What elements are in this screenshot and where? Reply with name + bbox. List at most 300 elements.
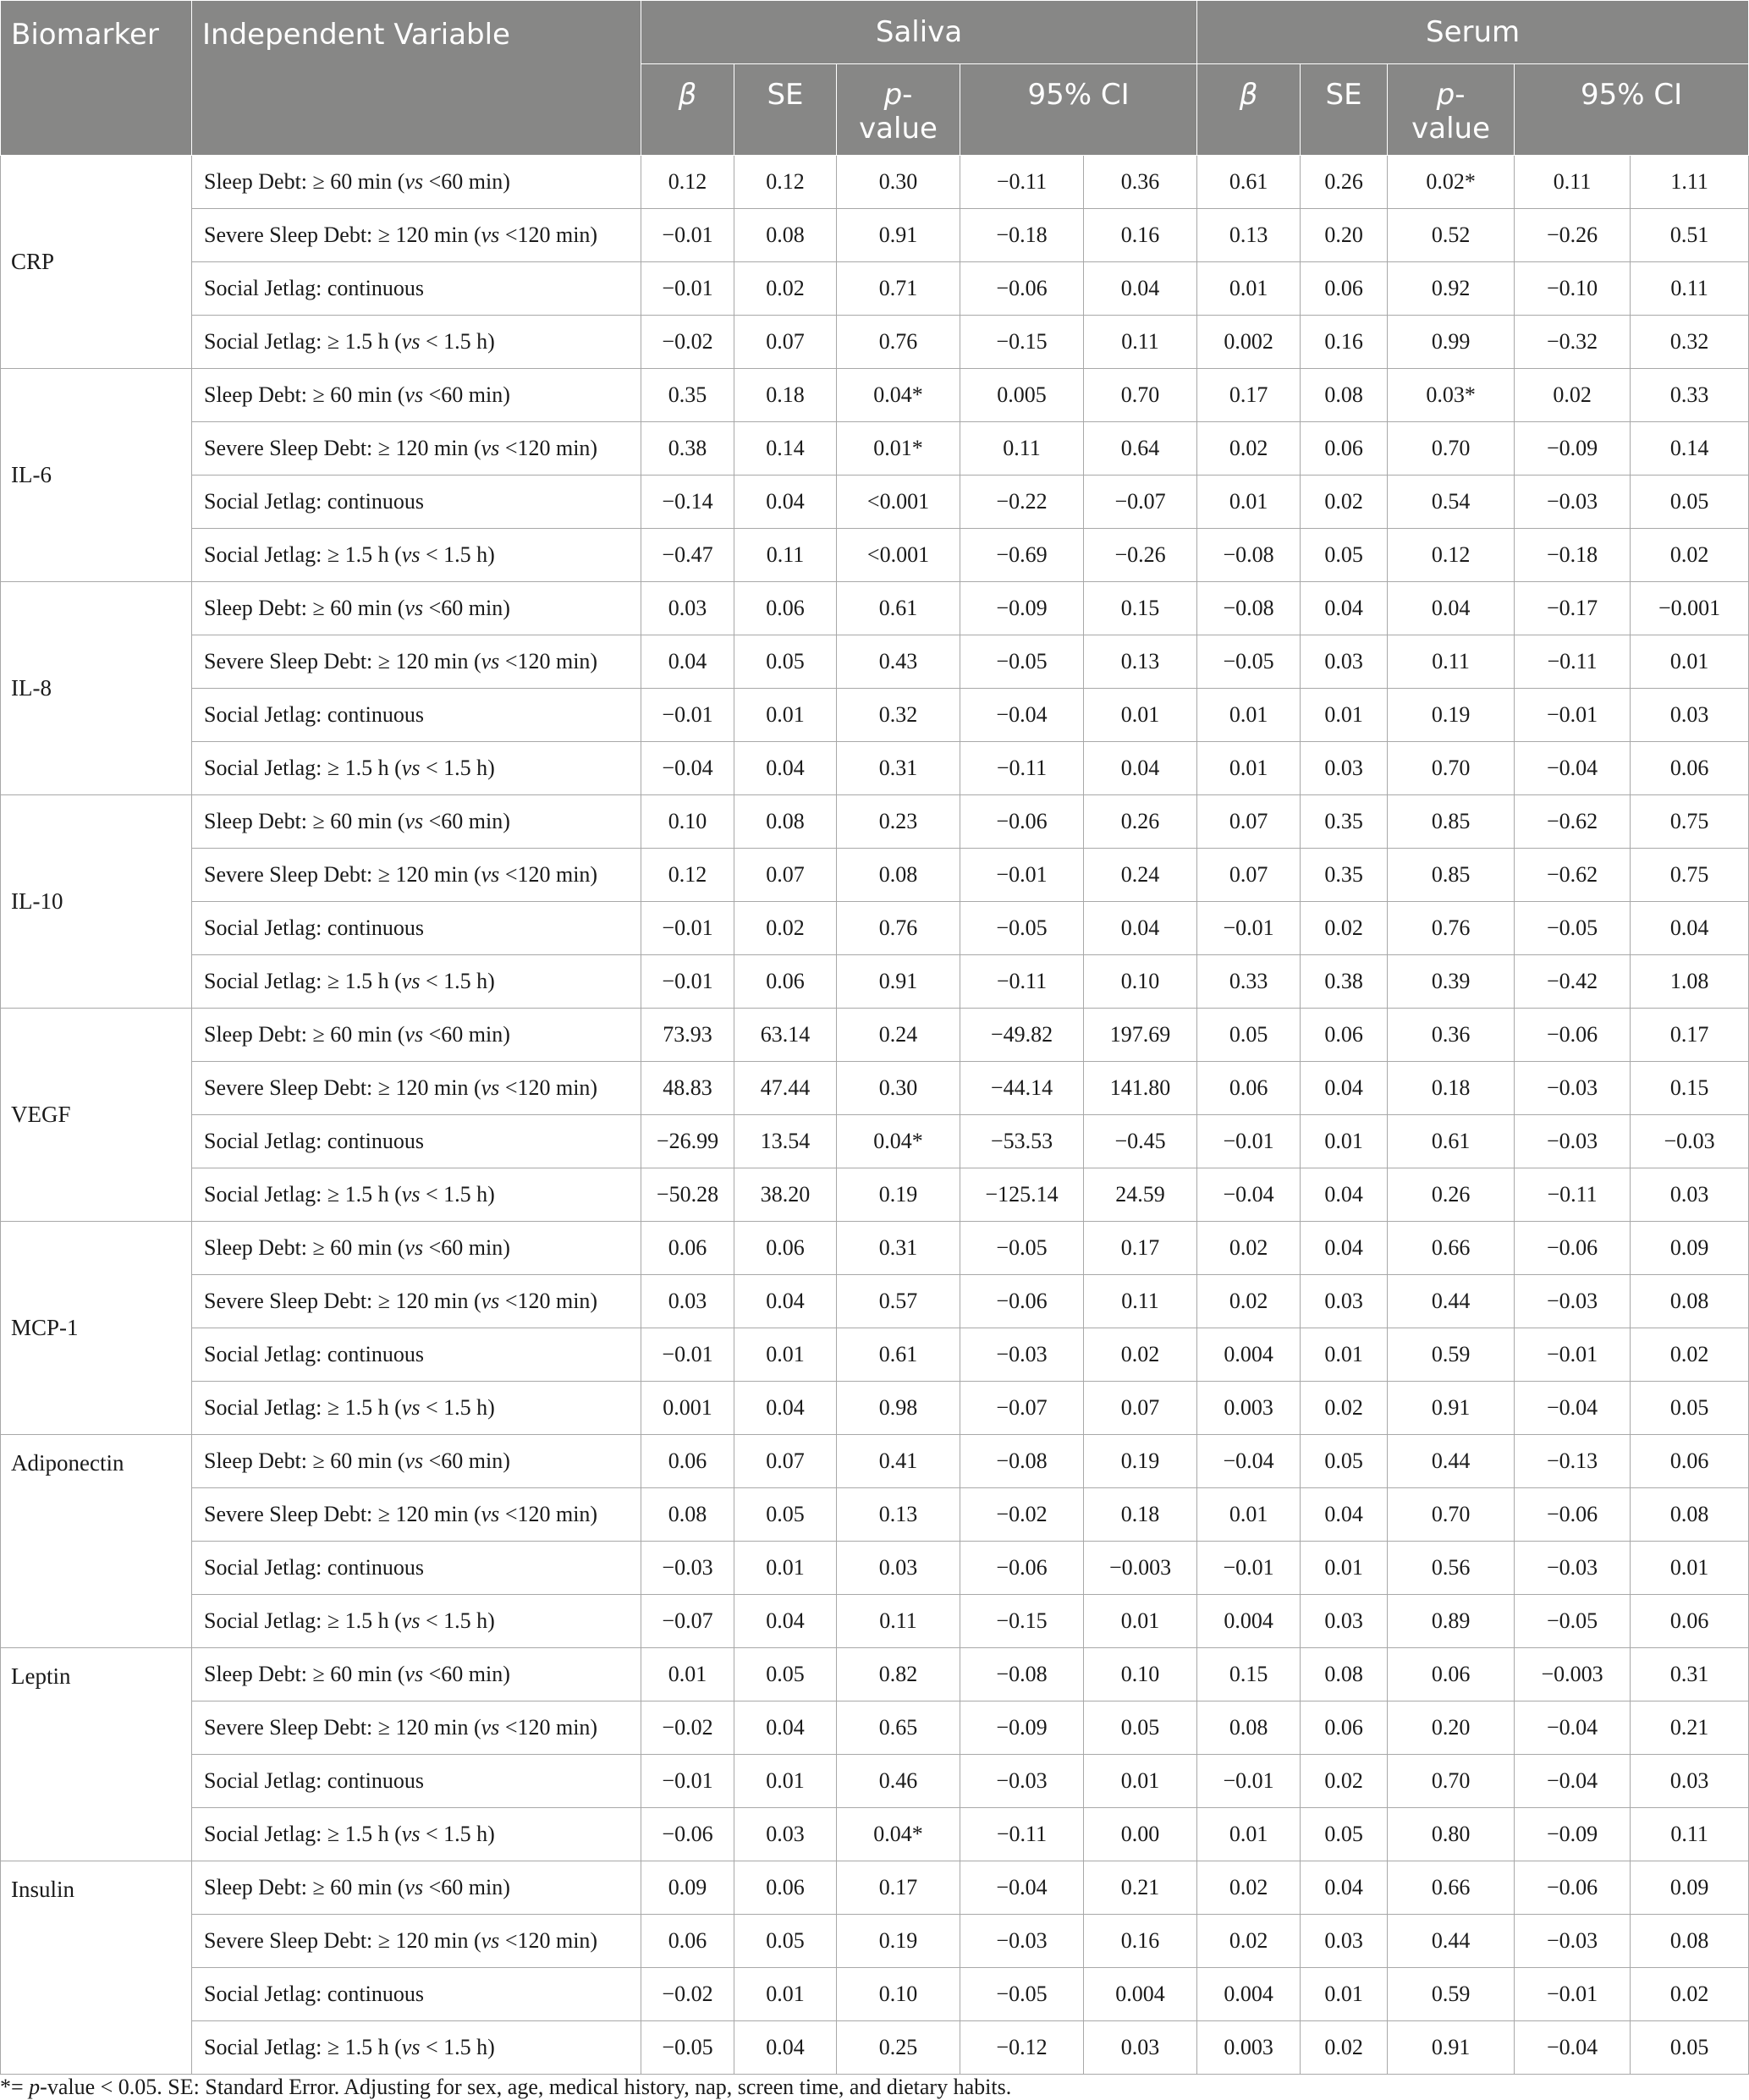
variable-label: Sleep Debt: ≥ 60 min ( bbox=[204, 382, 405, 407]
serum-se-cell: 0.04 bbox=[1301, 1488, 1388, 1542]
saliva-p-value-cell: 0.11 bbox=[837, 1595, 960, 1648]
saliva-beta-cell: −0.05 bbox=[641, 2021, 734, 2075]
saliva-ci-lower-cell: −0.05 bbox=[960, 635, 1084, 689]
variable-label: Sleep Debt: ≥ 60 min ( bbox=[204, 169, 405, 194]
serum-ci-lower-cell: −0.32 bbox=[1515, 316, 1631, 369]
serum-ci-lower-cell: −0.01 bbox=[1515, 1328, 1631, 1382]
serum-beta-cell: 0.01 bbox=[1197, 1808, 1301, 1861]
saliva-beta-cell: 0.38 bbox=[641, 422, 734, 476]
serum-ci-lower-cell: −0.03 bbox=[1515, 476, 1631, 529]
col-header-saliva-se: SE bbox=[734, 64, 837, 156]
variable-label: Severe Sleep Debt: ≥ 120 min ( bbox=[204, 436, 481, 460]
saliva-beta-cell: 0.12 bbox=[641, 849, 734, 902]
serum-ci-upper-cell: 0.06 bbox=[1631, 742, 1749, 795]
serum-p-value-cell: 0.54 bbox=[1388, 476, 1515, 529]
saliva-ci-lower-cell: −0.12 bbox=[960, 2021, 1084, 2075]
independent-variable-cell bbox=[192, 955, 641, 1009]
variable-reference: <60 min) bbox=[423, 596, 510, 620]
table-row bbox=[1, 1595, 1749, 1648]
serum-se-cell: 0.16 bbox=[1301, 316, 1388, 369]
saliva-ci-upper-cell: 0.24 bbox=[1084, 849, 1197, 902]
saliva-ci-lower-cell: −0.11 bbox=[960, 1808, 1084, 1861]
saliva-ci-lower-cell: −0.06 bbox=[960, 1542, 1084, 1595]
saliva-ci-lower-cell: −0.06 bbox=[960, 1275, 1084, 1328]
saliva-se-cell: 0.05 bbox=[734, 635, 837, 689]
table-row bbox=[1, 1328, 1749, 1382]
saliva-se-cell: 0.06 bbox=[734, 582, 837, 635]
serum-p-value-cell: 0.20 bbox=[1388, 1701, 1515, 1755]
saliva-ci-lower-cell: −0.11 bbox=[960, 156, 1084, 209]
variable-label: Severe Sleep Debt: ≥ 120 min ( bbox=[204, 1928, 481, 1953]
variable-label: Sleep Debt: ≥ 60 min ( bbox=[204, 596, 405, 620]
saliva-p-value-cell: 0.10 bbox=[837, 1968, 960, 2021]
col-header-biomarker: Biomarker bbox=[1, 1, 192, 156]
biomarker-cell: IL-8 bbox=[1, 582, 192, 795]
variable-label: Social Jetlag: ≥ 1.5 h ( bbox=[204, 2035, 402, 2059]
table-footnote bbox=[0, 2075, 1011, 2100]
variable-label: Severe Sleep Debt: ≥ 120 min ( bbox=[204, 649, 481, 673]
col-header-serum-ci: 95% CI bbox=[1515, 64, 1749, 156]
variable-vs: vs bbox=[404, 1235, 424, 1260]
saliva-se-cell: 0.04 bbox=[734, 1595, 837, 1648]
variable-vs: vs bbox=[404, 809, 424, 833]
variable-reference: < 1.5 h) bbox=[420, 1822, 495, 1846]
variable-reference: <120 min) bbox=[499, 649, 598, 673]
serum-beta-cell: −0.05 bbox=[1197, 635, 1301, 689]
serum-se-cell: 0.03 bbox=[1301, 635, 1388, 689]
col-group-serum: Serum bbox=[1197, 1, 1749, 64]
serum-p-value-cell: 0.85 bbox=[1388, 795, 1515, 849]
serum-beta-cell: −0.01 bbox=[1197, 1542, 1301, 1595]
saliva-ci-upper-cell: 0.03 bbox=[1084, 2021, 1197, 2075]
col-header-serum-se: SE bbox=[1301, 64, 1388, 156]
saliva-ci-upper-cell: 24.59 bbox=[1084, 1168, 1197, 1222]
serum-ci-upper-cell: 1.11 bbox=[1631, 156, 1749, 209]
saliva-ci-lower-cell: −0.15 bbox=[960, 1595, 1084, 1648]
serum-beta-cell: −0.01 bbox=[1197, 1755, 1301, 1808]
variable-label: Sleep Debt: ≥ 60 min ( bbox=[204, 1662, 405, 1686]
saliva-ci-upper-cell: 0.16 bbox=[1084, 1915, 1197, 1968]
serum-beta-cell: 0.15 bbox=[1197, 1648, 1301, 1701]
saliva-ci-lower-cell: −0.05 bbox=[960, 1968, 1084, 2021]
table-row bbox=[1, 1648, 1749, 1701]
saliva-beta-cell: 0.04 bbox=[641, 635, 734, 689]
serum-ci-lower-cell: −0.06 bbox=[1515, 1222, 1631, 1275]
saliva-beta-cell: −0.47 bbox=[641, 529, 734, 582]
serum-se-cell: 0.06 bbox=[1301, 262, 1388, 316]
table-row bbox=[1, 1808, 1749, 1861]
variable-vs: vs bbox=[481, 1075, 500, 1100]
variable-vs: vs bbox=[481, 862, 500, 887]
saliva-p-value-cell: 0.04* bbox=[837, 369, 960, 422]
saliva-p-value-cell: 0.57 bbox=[837, 1275, 960, 1328]
table-row bbox=[1, 582, 1749, 635]
independent-variable-cell bbox=[192, 262, 641, 316]
saliva-beta-cell: −0.01 bbox=[641, 902, 734, 955]
serum-ci-upper-cell: −0.001 bbox=[1631, 582, 1749, 635]
saliva-beta-cell: 0.09 bbox=[641, 1861, 734, 1915]
serum-se-cell: 0.35 bbox=[1301, 795, 1388, 849]
p-value-word: value bbox=[859, 112, 938, 146]
variable-vs: vs bbox=[401, 329, 421, 354]
saliva-beta-cell: −0.14 bbox=[641, 476, 734, 529]
serum-ci-lower-cell: −0.04 bbox=[1515, 2021, 1631, 2075]
saliva-p-value-cell: 0.71 bbox=[837, 262, 960, 316]
saliva-ci-upper-cell: 0.15 bbox=[1084, 582, 1197, 635]
independent-variable-cell bbox=[192, 1648, 641, 1701]
variable-reference: < 1.5 h) bbox=[420, 1608, 495, 1633]
saliva-ci-upper-cell: 0.04 bbox=[1084, 742, 1197, 795]
serum-ci-lower-cell: −0.03 bbox=[1515, 1275, 1631, 1328]
serum-beta-cell: 0.07 bbox=[1197, 795, 1301, 849]
saliva-ci-lower-cell: −0.08 bbox=[960, 1648, 1084, 1701]
table-row bbox=[1, 1435, 1749, 1488]
table-row bbox=[1, 2021, 1749, 2075]
saliva-beta-cell: −0.01 bbox=[641, 262, 734, 316]
variable-vs: vs bbox=[401, 1395, 421, 1420]
saliva-beta-cell: 0.10 bbox=[641, 795, 734, 849]
saliva-se-cell: 0.08 bbox=[734, 795, 837, 849]
independent-variable-cell bbox=[192, 1915, 641, 1968]
saliva-p-value-cell: 0.76 bbox=[837, 902, 960, 955]
serum-beta-cell: 0.01 bbox=[1197, 689, 1301, 742]
saliva-p-value-cell: 0.31 bbox=[837, 742, 960, 795]
saliva-p-value-cell: 0.19 bbox=[837, 1168, 960, 1222]
independent-variable-cell bbox=[192, 1808, 641, 1861]
variable-label: Social Jetlag: ≥ 1.5 h ( bbox=[204, 1608, 402, 1633]
variable-vs: vs bbox=[401, 1608, 421, 1633]
saliva-ci-upper-cell: 0.36 bbox=[1084, 156, 1197, 209]
variable-vs: vs bbox=[404, 169, 424, 194]
saliva-ci-lower-cell: −0.05 bbox=[960, 902, 1084, 955]
serum-ci-lower-cell: −0.04 bbox=[1515, 1755, 1631, 1808]
saliva-se-cell: 0.07 bbox=[734, 316, 837, 369]
saliva-se-cell: 0.02 bbox=[734, 902, 837, 955]
saliva-ci-lower-cell: −0.11 bbox=[960, 955, 1084, 1009]
serum-p-value-cell: 0.44 bbox=[1388, 1275, 1515, 1328]
col-header-independent-variable: Independent Variable bbox=[192, 1, 641, 156]
serum-ci-lower-cell: −0.05 bbox=[1515, 902, 1631, 955]
variable-vs: vs bbox=[481, 1928, 500, 1953]
saliva-se-cell: 0.04 bbox=[734, 1275, 837, 1328]
serum-beta-cell: −0.08 bbox=[1197, 529, 1301, 582]
independent-variable-cell bbox=[192, 1168, 641, 1222]
serum-se-cell: 0.01 bbox=[1301, 1542, 1388, 1595]
variable-reference: < 1.5 h) bbox=[420, 1395, 495, 1420]
variable-label: Social Jetlag: continuous bbox=[204, 276, 424, 300]
col-header-serum-beta bbox=[1197, 64, 1301, 156]
saliva-se-cell: 0.18 bbox=[734, 369, 837, 422]
serum-ci-lower-cell: −0.62 bbox=[1515, 849, 1631, 902]
serum-ci-upper-cell: 0.21 bbox=[1631, 1701, 1749, 1755]
serum-ci-upper-cell: 0.11 bbox=[1631, 1808, 1749, 1861]
table-body bbox=[1, 156, 1749, 2075]
saliva-se-cell: 0.01 bbox=[734, 1755, 837, 1808]
variable-reference: <120 min) bbox=[499, 1715, 598, 1740]
saliva-beta-cell: −0.01 bbox=[641, 955, 734, 1009]
saliva-se-cell: 0.14 bbox=[734, 422, 837, 476]
saliva-ci-upper-cell: 0.21 bbox=[1084, 1861, 1197, 1915]
variable-label: Severe Sleep Debt: ≥ 120 min ( bbox=[204, 1715, 481, 1740]
serum-se-cell: 0.05 bbox=[1301, 1435, 1388, 1488]
serum-se-cell: 0.05 bbox=[1301, 1808, 1388, 1861]
variable-label: Social Jetlag: continuous bbox=[204, 1982, 424, 2006]
saliva-beta-cell: −0.01 bbox=[641, 1328, 734, 1382]
saliva-ci-lower-cell: −0.02 bbox=[960, 1488, 1084, 1542]
saliva-se-cell: 0.06 bbox=[734, 955, 837, 1009]
variable-label: Severe Sleep Debt: ≥ 120 min ( bbox=[204, 1502, 481, 1526]
saliva-beta-cell: −0.01 bbox=[641, 209, 734, 262]
variable-reference: <60 min) bbox=[423, 1022, 510, 1047]
serum-se-cell: 0.35 bbox=[1301, 849, 1388, 902]
saliva-ci-upper-cell: 0.10 bbox=[1084, 1648, 1197, 1701]
independent-variable-cell bbox=[192, 635, 641, 689]
p-letter: p bbox=[1436, 78, 1455, 112]
saliva-ci-upper-cell: 0.26 bbox=[1084, 795, 1197, 849]
serum-ci-upper-cell: 0.02 bbox=[1631, 1328, 1749, 1382]
saliva-se-cell: 38.20 bbox=[734, 1168, 837, 1222]
saliva-p-value-cell: 0.31 bbox=[837, 1222, 960, 1275]
variable-reference: < 1.5 h) bbox=[420, 1182, 495, 1207]
saliva-beta-cell: 0.35 bbox=[641, 369, 734, 422]
independent-variable-cell bbox=[192, 316, 641, 369]
variable-label: Sleep Debt: ≥ 60 min ( bbox=[204, 809, 405, 833]
serum-ci-lower-cell: −0.03 bbox=[1515, 1115, 1631, 1168]
variable-label: Social Jetlag: ≥ 1.5 h ( bbox=[204, 969, 402, 993]
biomarker-cell: IL-6 bbox=[1, 369, 192, 582]
serum-se-cell: 0.03 bbox=[1301, 1915, 1388, 1968]
saliva-p-value-cell: 0.30 bbox=[837, 156, 960, 209]
variable-reference: <60 min) bbox=[423, 1235, 510, 1260]
saliva-ci-lower-cell: −0.06 bbox=[960, 795, 1084, 849]
table-row bbox=[1, 1168, 1749, 1222]
serum-ci-upper-cell: 0.11 bbox=[1631, 262, 1749, 316]
col-header-saliva-beta bbox=[641, 64, 734, 156]
saliva-ci-upper-cell: 0.00 bbox=[1084, 1808, 1197, 1861]
saliva-se-cell: 0.01 bbox=[734, 1542, 837, 1595]
serum-p-value-cell: 0.02* bbox=[1388, 156, 1515, 209]
saliva-se-cell: 0.07 bbox=[734, 849, 837, 902]
serum-ci-upper-cell: 0.06 bbox=[1631, 1595, 1749, 1648]
table-row bbox=[1, 1542, 1749, 1595]
serum-se-cell: 0.08 bbox=[1301, 1648, 1388, 1701]
variable-reference: <120 min) bbox=[499, 436, 598, 460]
saliva-ci-lower-cell: −0.04 bbox=[960, 1861, 1084, 1915]
saliva-p-value-cell: 0.98 bbox=[837, 1382, 960, 1435]
serum-beta-cell: 0.02 bbox=[1197, 1222, 1301, 1275]
saliva-se-cell: 0.04 bbox=[734, 1701, 837, 1755]
independent-variable-cell bbox=[192, 1488, 641, 1542]
table-row bbox=[1, 1115, 1749, 1168]
serum-p-value-cell: 0.59 bbox=[1388, 1328, 1515, 1382]
variable-reference: < 1.5 h) bbox=[420, 2035, 495, 2059]
independent-variable-cell bbox=[192, 1328, 641, 1382]
serum-beta-cell: −0.04 bbox=[1197, 1435, 1301, 1488]
serum-beta-cell: 0.004 bbox=[1197, 1328, 1301, 1382]
serum-beta-cell: 0.33 bbox=[1197, 955, 1301, 1009]
table-row bbox=[1, 1062, 1749, 1115]
saliva-beta-cell: 48.83 bbox=[641, 1062, 734, 1115]
saliva-p-value-cell: 0.24 bbox=[837, 1009, 960, 1062]
variable-vs: vs bbox=[404, 596, 424, 620]
variable-vs: vs bbox=[481, 223, 500, 247]
table-row bbox=[1, 1861, 1749, 1915]
saliva-ci-upper-cell: 197.69 bbox=[1084, 1009, 1197, 1062]
saliva-ci-lower-cell: −0.22 bbox=[960, 476, 1084, 529]
saliva-ci-upper-cell: 0.004 bbox=[1084, 1968, 1197, 2021]
independent-variable-cell bbox=[192, 1435, 641, 1488]
saliva-p-value-cell: 0.32 bbox=[837, 689, 960, 742]
variable-label: Severe Sleep Debt: ≥ 120 min ( bbox=[204, 223, 481, 247]
saliva-se-cell: 0.08 bbox=[734, 209, 837, 262]
saliva-beta-cell: −0.01 bbox=[641, 1755, 734, 1808]
serum-beta-cell: 0.06 bbox=[1197, 1062, 1301, 1115]
serum-se-cell: 0.38 bbox=[1301, 955, 1388, 1009]
serum-p-value-cell: 0.70 bbox=[1388, 1755, 1515, 1808]
variable-label: Social Jetlag: ≥ 1.5 h ( bbox=[204, 1395, 402, 1420]
serum-ci-lower-cell: −0.04 bbox=[1515, 1701, 1631, 1755]
serum-se-cell: 0.26 bbox=[1301, 156, 1388, 209]
saliva-p-value-cell: 0.25 bbox=[837, 2021, 960, 2075]
serum-se-cell: 0.04 bbox=[1301, 1861, 1388, 1915]
variable-reference: <120 min) bbox=[499, 862, 598, 887]
serum-ci-lower-cell: −0.62 bbox=[1515, 795, 1631, 849]
table-row bbox=[1, 689, 1749, 742]
serum-p-value-cell: 0.92 bbox=[1388, 262, 1515, 316]
serum-p-value-cell: 0.39 bbox=[1388, 955, 1515, 1009]
saliva-ci-upper-cell: −0.45 bbox=[1084, 1115, 1197, 1168]
table-row bbox=[1, 262, 1749, 316]
serum-ci-upper-cell: 0.04 bbox=[1631, 902, 1749, 955]
serum-se-cell: 0.04 bbox=[1301, 582, 1388, 635]
biomarker-cell: Leptin bbox=[1, 1648, 192, 1861]
saliva-p-value-cell: 0.41 bbox=[837, 1435, 960, 1488]
variable-label: Sleep Debt: ≥ 60 min ( bbox=[204, 1235, 405, 1260]
serum-ci-upper-cell: 0.09 bbox=[1631, 1222, 1749, 1275]
independent-variable-cell bbox=[192, 582, 641, 635]
biomarker-cell: Insulin bbox=[1, 1861, 192, 2075]
saliva-beta-cell: −0.07 bbox=[641, 1595, 734, 1648]
independent-variable-cell bbox=[192, 689, 641, 742]
variable-reference: <120 min) bbox=[499, 1502, 598, 1526]
serum-ci-lower-cell: −0.09 bbox=[1515, 422, 1631, 476]
serum-p-value-cell: 0.59 bbox=[1388, 1968, 1515, 2021]
saliva-ci-upper-cell: 0.11 bbox=[1084, 316, 1197, 369]
variable-vs: vs bbox=[404, 1022, 424, 1047]
saliva-se-cell: 0.07 bbox=[734, 1435, 837, 1488]
serum-ci-lower-cell: −0.17 bbox=[1515, 582, 1631, 635]
saliva-se-cell: 0.06 bbox=[734, 1861, 837, 1915]
serum-se-cell: 0.06 bbox=[1301, 1009, 1388, 1062]
serum-beta-cell: 0.003 bbox=[1197, 1382, 1301, 1435]
saliva-se-cell: 0.12 bbox=[734, 156, 837, 209]
serum-ci-upper-cell: 0.08 bbox=[1631, 1915, 1749, 1968]
saliva-se-cell: 0.03 bbox=[734, 1808, 837, 1861]
saliva-p-value-cell: 0.08 bbox=[837, 849, 960, 902]
variable-label: Sleep Debt: ≥ 60 min ( bbox=[204, 1875, 405, 1899]
serum-beta-cell: 0.61 bbox=[1197, 156, 1301, 209]
saliva-p-value-cell: 0.65 bbox=[837, 1701, 960, 1755]
table-row bbox=[1, 1701, 1749, 1755]
serum-se-cell: 0.01 bbox=[1301, 1968, 1388, 2021]
independent-variable-cell bbox=[192, 1755, 641, 1808]
saliva-ci-upper-cell: 0.05 bbox=[1084, 1701, 1197, 1755]
variable-label: Severe Sleep Debt: ≥ 120 min ( bbox=[204, 1289, 481, 1313]
saliva-ci-upper-cell: 0.01 bbox=[1084, 1595, 1197, 1648]
biomarker-cell: MCP-1 bbox=[1, 1222, 192, 1435]
serum-ci-upper-cell: 0.05 bbox=[1631, 476, 1749, 529]
saliva-ci-lower-cell: −0.01 bbox=[960, 849, 1084, 902]
saliva-ci-upper-cell: 0.10 bbox=[1084, 955, 1197, 1009]
variable-reference: < 1.5 h) bbox=[420, 329, 495, 354]
saliva-ci-lower-cell: −0.05 bbox=[960, 1222, 1084, 1275]
variable-label: Social Jetlag: continuous bbox=[204, 1342, 424, 1366]
serum-p-value-cell: 0.52 bbox=[1388, 209, 1515, 262]
variable-vs: vs bbox=[481, 1502, 500, 1526]
saliva-ci-upper-cell: 0.64 bbox=[1084, 422, 1197, 476]
serum-ci-upper-cell: 0.33 bbox=[1631, 369, 1749, 422]
variable-reference: <60 min) bbox=[423, 1662, 510, 1686]
serum-se-cell: 0.03 bbox=[1301, 1595, 1388, 1648]
saliva-se-cell: 13.54 bbox=[734, 1115, 837, 1168]
table-row bbox=[1, 1275, 1749, 1328]
table-row bbox=[1, 1009, 1749, 1062]
table-header bbox=[1, 1, 1749, 156]
variable-reference: <60 min) bbox=[423, 1449, 510, 1473]
serum-ci-upper-cell: 0.06 bbox=[1631, 1435, 1749, 1488]
variable-vs: vs bbox=[404, 382, 424, 407]
saliva-beta-cell: 0.12 bbox=[641, 156, 734, 209]
saliva-ci-upper-cell: 0.19 bbox=[1084, 1435, 1197, 1488]
serum-p-value-cell: 0.99 bbox=[1388, 316, 1515, 369]
serum-se-cell: 0.04 bbox=[1301, 1168, 1388, 1222]
saliva-ci-upper-cell: 0.01 bbox=[1084, 689, 1197, 742]
serum-beta-cell: 0.02 bbox=[1197, 1915, 1301, 1968]
serum-ci-upper-cell: 0.02 bbox=[1631, 1968, 1749, 2021]
table-row bbox=[1, 209, 1749, 262]
variable-reference: <60 min) bbox=[423, 382, 510, 407]
saliva-ci-lower-cell: −53.53 bbox=[960, 1115, 1084, 1168]
serum-ci-lower-cell: −0.05 bbox=[1515, 1595, 1631, 1648]
saliva-beta-cell: −26.99 bbox=[641, 1115, 734, 1168]
serum-beta-cell: 0.02 bbox=[1197, 1275, 1301, 1328]
saliva-se-cell: 0.04 bbox=[734, 2021, 837, 2075]
variable-label: Social Jetlag: continuous bbox=[204, 1129, 424, 1153]
saliva-beta-cell: 0.03 bbox=[641, 1275, 734, 1328]
serum-ci-lower-cell: −0.04 bbox=[1515, 1382, 1631, 1435]
saliva-p-value-cell: 0.91 bbox=[837, 955, 960, 1009]
independent-variable-cell bbox=[192, 1009, 641, 1062]
serum-ci-lower-cell: −0.11 bbox=[1515, 1168, 1631, 1222]
serum-se-cell: 0.01 bbox=[1301, 689, 1388, 742]
serum-beta-cell: 0.02 bbox=[1197, 422, 1301, 476]
variable-label: Social Jetlag: continuous bbox=[204, 489, 424, 514]
variable-reference: <120 min) bbox=[499, 1928, 598, 1953]
serum-beta-cell: 0.01 bbox=[1197, 476, 1301, 529]
saliva-se-cell: 47.44 bbox=[734, 1062, 837, 1115]
serum-ci-lower-cell: −0.06 bbox=[1515, 1861, 1631, 1915]
serum-p-value-cell: 0.12 bbox=[1388, 529, 1515, 582]
saliva-ci-lower-cell: −0.03 bbox=[960, 1755, 1084, 1808]
variable-vs: vs bbox=[481, 649, 500, 673]
saliva-p-value-cell: 0.19 bbox=[837, 1915, 960, 1968]
saliva-se-cell: 0.01 bbox=[734, 1968, 837, 2021]
variable-label: Severe Sleep Debt: ≥ 120 min ( bbox=[204, 862, 481, 887]
serum-beta-cell: 0.07 bbox=[1197, 849, 1301, 902]
independent-variable-cell bbox=[192, 1968, 641, 2021]
saliva-beta-cell: 0.08 bbox=[641, 1488, 734, 1542]
independent-variable-cell bbox=[192, 795, 641, 849]
